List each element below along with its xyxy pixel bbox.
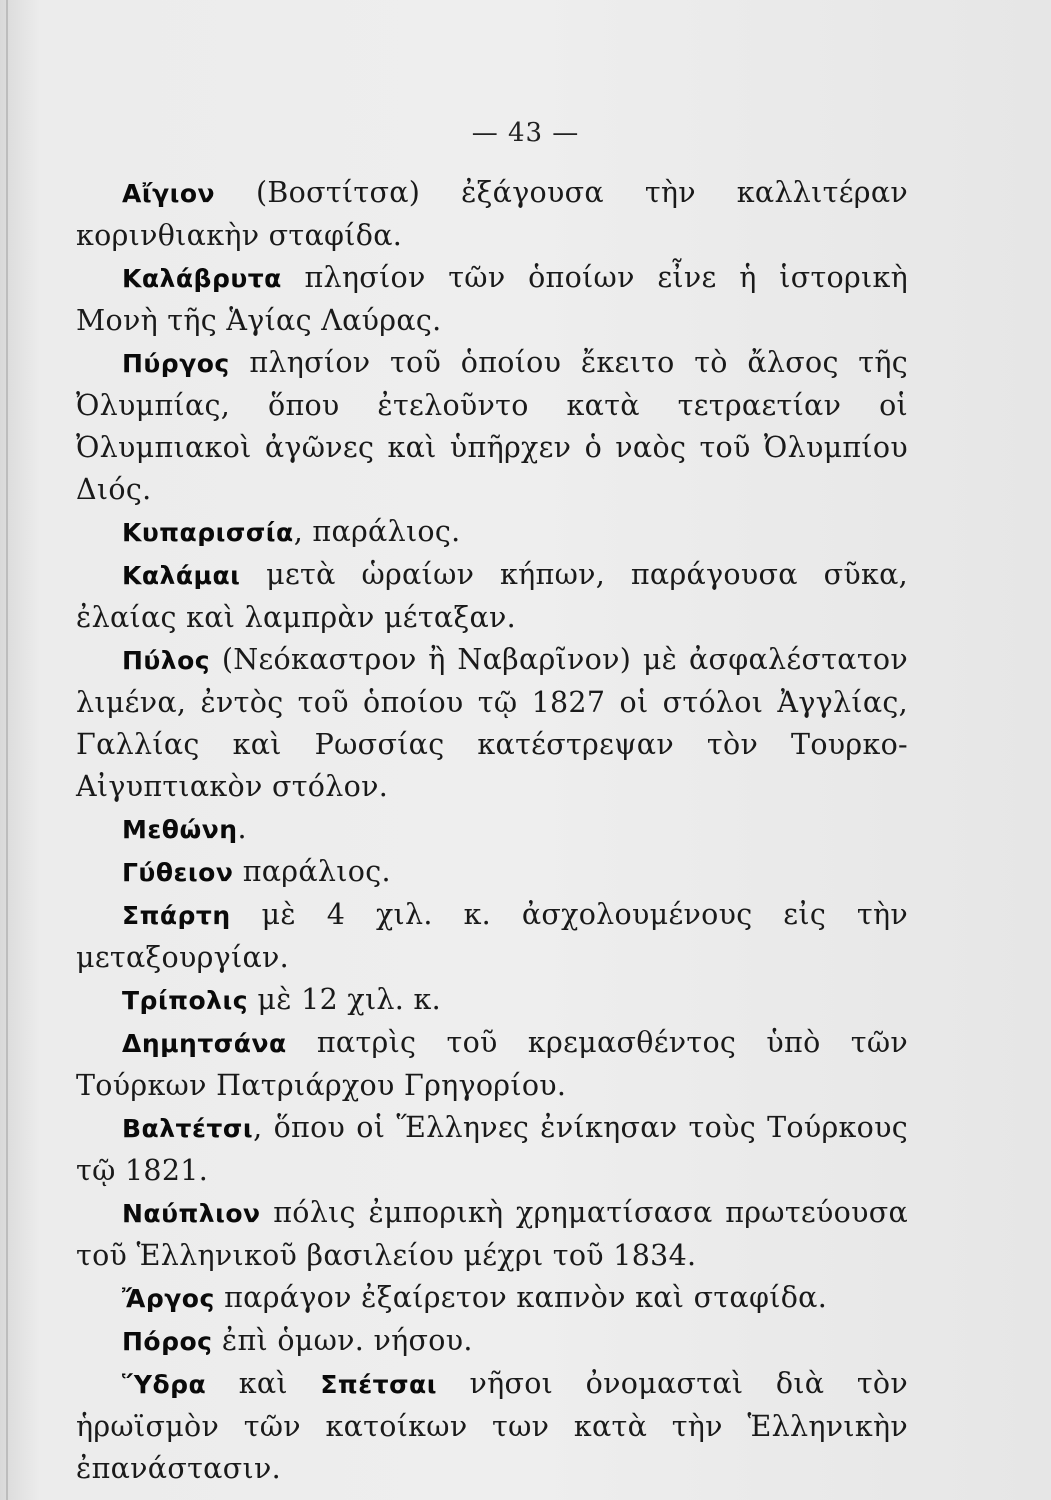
entry-term: Αἴγιον bbox=[122, 179, 216, 208]
entry-term: Μεθώνη bbox=[122, 815, 238, 844]
entry-pylos bbox=[76, 639, 908, 808]
entry-kalamai bbox=[76, 554, 908, 639]
entry-term: Κυπαρισσία bbox=[122, 518, 294, 547]
entry-term: Γύθειον bbox=[122, 858, 234, 887]
entry-tripolis bbox=[76, 979, 908, 1022]
entry-text: πλησίον τῶν ὁποίων εἶνε ἡ ἱστορικὴ Μονὴ τῆς Ἁγίας Λαύρας. bbox=[76, 261, 908, 337]
entry-term: Ναύπλιον bbox=[122, 1199, 261, 1228]
page-number: — 43 — bbox=[471, 118, 580, 148]
entry-text: παράλιος. bbox=[233, 855, 391, 888]
entry-text: μὲ 4 χιλ. κ. ἀσχολουμένους εἰς τὴν μεταξουργίαν. bbox=[76, 898, 908, 974]
entry-text: . bbox=[237, 812, 247, 845]
entry-text: (Βοστίτσα) ἐξάγουσα τὴν καλλιτέραν κορινθιακὴν σταφίδα. bbox=[76, 176, 908, 252]
entry-term: Ἄργος bbox=[122, 1284, 215, 1313]
entry-text: μετὰ ὡραίων κήπων, παράγουσα σῦκα, ἐλαίας καὶ λαμπρὰν μέταξαν. bbox=[76, 558, 908, 634]
entry-aigion bbox=[76, 172, 908, 257]
entry-term: Πόρος bbox=[122, 1327, 213, 1356]
entry-term: Καλάμαι bbox=[122, 561, 241, 590]
entry-gytheion bbox=[76, 851, 908, 894]
entry-term: Τρίπολις bbox=[122, 986, 249, 1015]
entry-dimitsana bbox=[76, 1022, 908, 1107]
page-gutter-line bbox=[6, 0, 8, 1500]
entry-term-secondary: Σπέτσαι bbox=[320, 1370, 437, 1399]
entry-ydra-spetsai bbox=[76, 1363, 908, 1490]
entry-text: πατρὶς τοῦ κρεμασθέντος ὑπὸ τῶν Τούρκων Πατριάρχου Γρηγορίου. bbox=[76, 1026, 908, 1102]
entry-text: πόλις ἐμπορικὴ χρηματίσασα πρωτεύουσα τοῦ Ἑλληνικοῦ βασιλείου μέχρι τοῦ 1834. bbox=[76, 1196, 908, 1272]
entry-text: παράγον ἐξαίρετον καπνὸν καὶ σταφίδα. bbox=[214, 1281, 828, 1314]
entry-valtetsi bbox=[76, 1107, 908, 1192]
entry-nafplion bbox=[76, 1192, 908, 1277]
entry-text: , παράλιος. bbox=[293, 515, 461, 548]
entry-term: Βαλτέτσι bbox=[122, 1114, 254, 1143]
entry-text: καὶ bbox=[206, 1367, 321, 1400]
entry-text-secondary: νῆσοι ὀνομασταὶ διὰ τὸν ἡρωϊσμὸν τῶν κατοίκων των κατὰ τὴν Ἑλληνικὴν ἐπανάστασιν. bbox=[76, 1367, 908, 1485]
entry-term: Πύλος bbox=[122, 646, 211, 675]
entry-text: ἐπὶ ὁμων. νήσου. bbox=[212, 1324, 473, 1357]
entry-term: Ὕδρα bbox=[122, 1370, 207, 1399]
entry-text: , ὅπου οἱ Ἕλληνες ἐνίκησαν τοὺς Τούρκους τῷ 1821. bbox=[76, 1111, 908, 1187]
entry-text: μὲ 12 χιλ. κ. bbox=[248, 983, 441, 1016]
entry-term: Καλάβρυτα bbox=[122, 264, 282, 293]
entry-term: Πύργος bbox=[122, 349, 230, 378]
entry-poros bbox=[76, 1320, 908, 1363]
entry-sparti bbox=[76, 894, 908, 979]
page-body-text bbox=[76, 172, 908, 1490]
entry-term: Σπάρτη bbox=[122, 901, 231, 930]
entry-text: (Νεόκαστρον ἢ Ναβαρῖνον) μὲ ἀσφαλέστατον λιμένα, ἐντὸς τοῦ ὁποίου τῷ 1827 οἱ στόλοι Ἀγγλίας, Γαλλίας καὶ Ρωσσίας κατέστρεψαν τὸν Τουρκο-Αἰγυπτιακὸν στόλον. bbox=[76, 643, 908, 803]
entry-kalavryta bbox=[76, 257, 908, 342]
entry-methoni bbox=[76, 808, 908, 851]
entry-term: Δημητσάνα bbox=[122, 1029, 287, 1058]
entry-kyparissia bbox=[76, 511, 908, 554]
entry-argos bbox=[76, 1277, 908, 1320]
entry-text: πλησίον τοῦ ὁποίου ἔκειτο τὸ ἄλσος τῆς Ὀλυμπίας, ὅπου ἐτελοῦντο κατὰ τετραετίαν οἱ Ὀλυμπιακοὶ ἀγῶνες καὶ ὑπῆρχεν ὁ ναὸς τοῦ Ὀλυμπίου Διός. bbox=[76, 346, 908, 506]
entry-pyrgos bbox=[76, 342, 908, 511]
